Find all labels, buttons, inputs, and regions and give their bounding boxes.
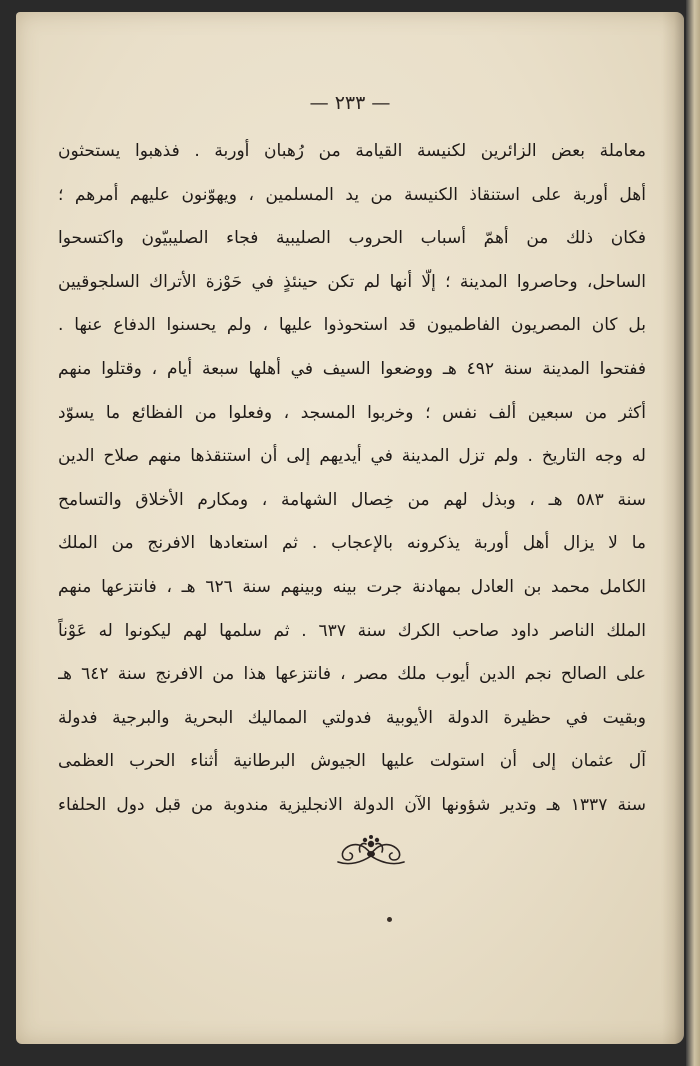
adjacent-page-edge bbox=[686, 0, 700, 1066]
text-line: معاملة بعض الزائرين لكنيسة القيامة من رُهبان أوربة . فذهبوا يستحثون bbox=[58, 141, 646, 161]
page-number: — ٢٣٣ — bbox=[309, 92, 391, 114]
book-page bbox=[16, 12, 684, 1044]
text-line: ما لا يزال أهل أوربة يذكرونه بالإعجاب . ثم استعادها الافرنج من الملك bbox=[58, 533, 646, 554]
text-line: الكامل محمد بن العادل بمهادنة جرت بينه وبينهم سنة ٦٢٦ هـ ، فانتزعها منهم bbox=[58, 576, 646, 597]
text-line: فكان ذلك من أهمّ أسباب الحروب الصليبية فجاء الصليبيّون واكتسحوا bbox=[58, 228, 646, 249]
decorative-ornament-icon bbox=[334, 832, 408, 872]
text-line: سنة ١٣٣٧ هـ وتدير شؤونها الآن الدولة الانجليزية مندوبة من قبل دول الحلفاء bbox=[58, 794, 646, 815]
page-body-text bbox=[58, 130, 646, 828]
ink-dot bbox=[387, 917, 392, 922]
text-line: له وجه التاريخ . ولم تزل المدينة في أيديهم إلى أن استنقذها منهم صلاح الدين bbox=[58, 446, 646, 467]
text-line: آل عثمان إلى أن استولت عليها الجيوش البرطانية أثناء الحرب العظمى bbox=[58, 751, 646, 772]
text-line: بل كان المصريون الفاطميون قد استحوذوا عليها ، ولم يحسنوا الدفاع عنها . bbox=[58, 315, 646, 336]
text-line: الملك الناصر داود صاحب الكرك سنة ٦٣٧ . ثم سلمها لهم ليكونوا له عَوْناً bbox=[58, 620, 646, 641]
text-line: ففتحوا المدينة سنة ٤٩٢ هـ ووضعوا السيف في أهلها سبعة أيام ، وقتلوا منهم bbox=[58, 358, 646, 379]
text-line: أهل أوربة على استنقاذ الكنيسة من يد المسلمين ، ويهوّنون عليهم أمرهم ؛ bbox=[58, 184, 646, 205]
text-line: وبقيت في حظيرة الدولة الأيوبية فدولتي المماليك البحرية والبرجية فدولة bbox=[58, 707, 646, 728]
text-line: أكثر من سبعين ألف نفس ؛ وخربوا المسجد ، وفعلوا من الفظائع ما يسوّد bbox=[58, 402, 646, 423]
text-line: سنة ٥٨٣ هـ ، وبذل لهم من خِصال الشهامة ، ومكارم الأخلاق والتسامح bbox=[58, 489, 646, 510]
text-line: على الصالح نجم الدين أيوب ملك مصر ، فانتزعها هذا من الافرنج سنة ٦٤٢ هـ bbox=[58, 664, 646, 685]
page-edge-shadow bbox=[662, 12, 684, 1044]
text-line: الساحل، وحاصروا المدينة ؛ إلّا أنها لم تكن حينئذٍ في حَوْزة الأتراك السلجوقيين bbox=[58, 271, 646, 292]
